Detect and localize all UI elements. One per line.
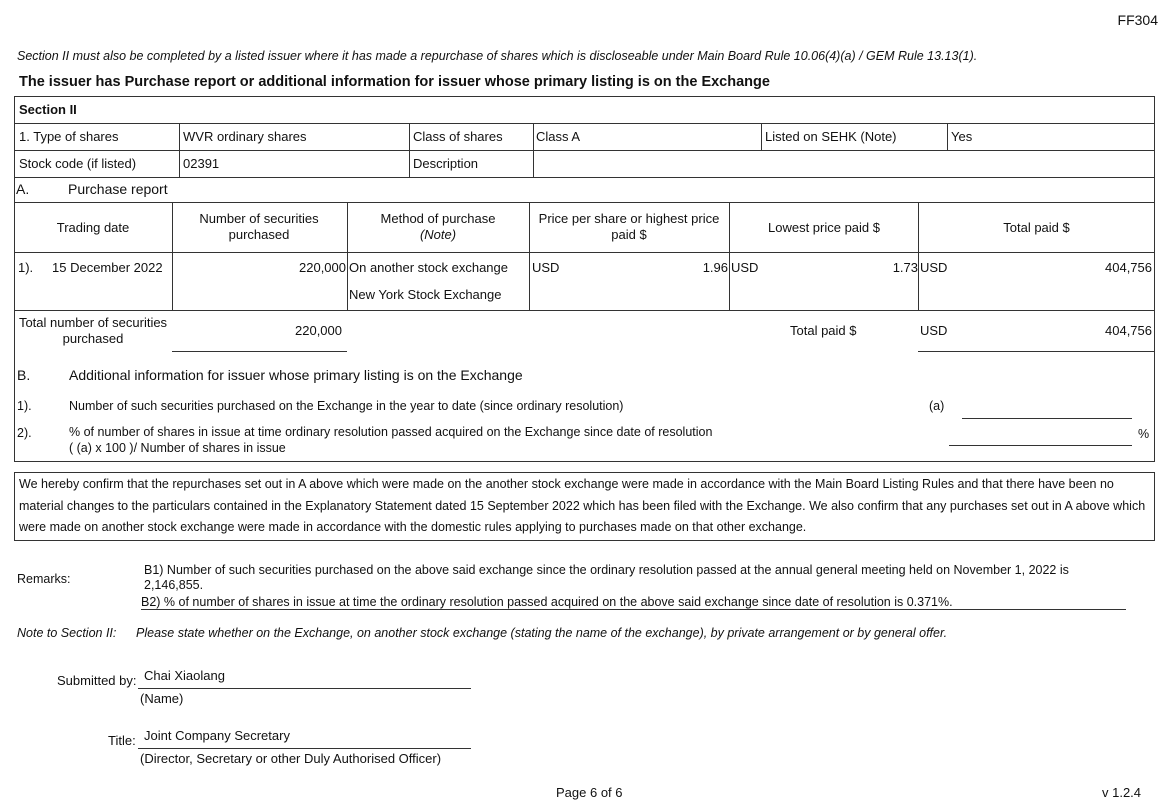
part-a-letter: A.: [16, 181, 30, 197]
part-b-item1-tag: (a): [929, 399, 945, 413]
type-of-shares-value: WVR ordinary shares: [183, 129, 307, 144]
row-quantity: 220,000: [299, 260, 346, 275]
title-label: Title:: [108, 733, 136, 748]
title-caption: (Director, Secretary or other Duly Authorised Officer): [140, 751, 442, 766]
row-price-currency: USD: [532, 260, 560, 275]
submitted-by-label: Submitted by:: [57, 673, 137, 688]
percent-sign: %: [1138, 427, 1150, 441]
note-label: Note to Section II:: [17, 626, 117, 640]
header-num-securities: Number of securities purchased: [199, 211, 319, 242]
row-total: 404,756: [1105, 260, 1152, 275]
remarks-label: Remarks:: [17, 572, 71, 586]
type-of-shares-label: 1. Type of shares: [19, 129, 119, 144]
section-heading: The issuer has Purchase report or additional information for issuer whose primary listing is on the Exchange: [19, 74, 770, 90]
row-total-currency: USD: [920, 260, 948, 275]
row-method-line2: New York Stock Exchange: [349, 287, 502, 302]
header-trading-date: Trading date: [56, 220, 130, 235]
stock-code-label: Stock code (if listed): [19, 156, 137, 171]
total-paid-amount: 404,756: [1105, 323, 1152, 338]
part-b-item2-text: % of number of shares in issue at time ordinary resolution passed acquired on the Exchange since date of resolution: [69, 425, 713, 439]
page-number: Page 6 of 6: [556, 785, 623, 800]
header-method: [348, 211, 528, 243]
title-field[interactable]: [138, 728, 471, 749]
row-date: 15 December 2022: [52, 260, 163, 275]
name-caption: (Name): [140, 691, 184, 706]
part-b-item2-formula: ( (a) x 100 )/ Number of shares in issue: [69, 441, 286, 455]
row-lowest: 1.73: [892, 260, 918, 275]
form-code: FF304: [1117, 12, 1158, 28]
listed-on-sehk-label: Listed on SEHK (Note): [765, 129, 897, 144]
part-b-item1-index: 1).: [17, 399, 32, 413]
section-label: Section II: [19, 102, 77, 117]
note-text: Please state whether on the Exchange, on another stock exchange (stating the name of the exchange), by private arrangement or by general offer.: [136, 626, 948, 640]
part-b-item1-text: Number of such securities purchased on the Exchange in the year to date (since ordinary resolution): [69, 399, 624, 413]
header-price: Price per share or highest price paid $: [538, 211, 720, 242]
header-method-label: Method of purchase: [380, 211, 496, 226]
total-securities-value: 220,000: [295, 323, 342, 338]
total-paid-currency: USD: [920, 323, 948, 338]
description-label: Description: [413, 156, 479, 171]
header-total: Total paid $: [1003, 220, 1070, 235]
remarks-b1: B1) Number of such securities purchased on the above said exchange since the ordinary resolution passed at the annual general meeting held on November 1, 2022 is 2,146,855.: [144, 563, 1069, 592]
listed-on-sehk-value: Yes: [951, 129, 973, 144]
part-b-item2-index: 2).: [17, 426, 32, 440]
part-b-title: Additional information for issuer whose primary listing is on the Exchange: [69, 367, 523, 383]
total-paid-label: Total paid $: [790, 323, 857, 338]
stock-code-value: 02391: [183, 156, 220, 171]
name-field[interactable]: [138, 668, 471, 689]
confirmation-text: We hereby confirm that the repurchases set out in A above which were made on the another stock exchange were made in accordance with the Main Board Listing Rules and that there have been no material changes to the particulars contained in the Explanatory Statement dated 15 September 2022 which has been filed with the Exchange. We also confirm that any purchases set out in A above which were made on another stock exchange were made in accordance with the domestic rules applying to purchases made on that other exchange.: [19, 477, 1146, 534]
row-method-line1: On another stock exchange: [349, 260, 508, 275]
row-price: 1.96: [702, 260, 728, 275]
row-index: 1).: [18, 260, 34, 275]
part-a-title: Purchase report: [68, 181, 168, 197]
submitter-name: Chai Xiaolang: [144, 668, 225, 683]
part-b-item1-field[interactable]: [962, 402, 1132, 419]
row-lowest-currency: USD: [731, 260, 759, 275]
intro-note: Section II must also be completed by a listed issuer where it has made a repurchase of shares which is discloseable under Main Board Rule 10.06(4)(a) / GEM Rule 13.13(1).: [17, 49, 978, 63]
submitter-title: Joint Company Secretary: [144, 728, 290, 743]
header-lowest: Lowest price paid $: [767, 220, 880, 235]
total-securities-label: Total number of securities purchased: [18, 315, 168, 346]
header-method-note: (Note): [419, 227, 457, 242]
part-b-item2-field[interactable]: [949, 429, 1132, 446]
version: v 1.2.4: [1102, 785, 1142, 800]
part-b-letter: B.: [17, 367, 31, 383]
remarks-b2: B2) % of number of shares in issue at time the ordinary resolution passed acquired on the above said exchange since date of resolution is 0.371%.: [141, 595, 1126, 610]
class-of-shares-value: Class A: [536, 129, 581, 144]
class-of-shares-label: Class of shares: [413, 129, 503, 144]
